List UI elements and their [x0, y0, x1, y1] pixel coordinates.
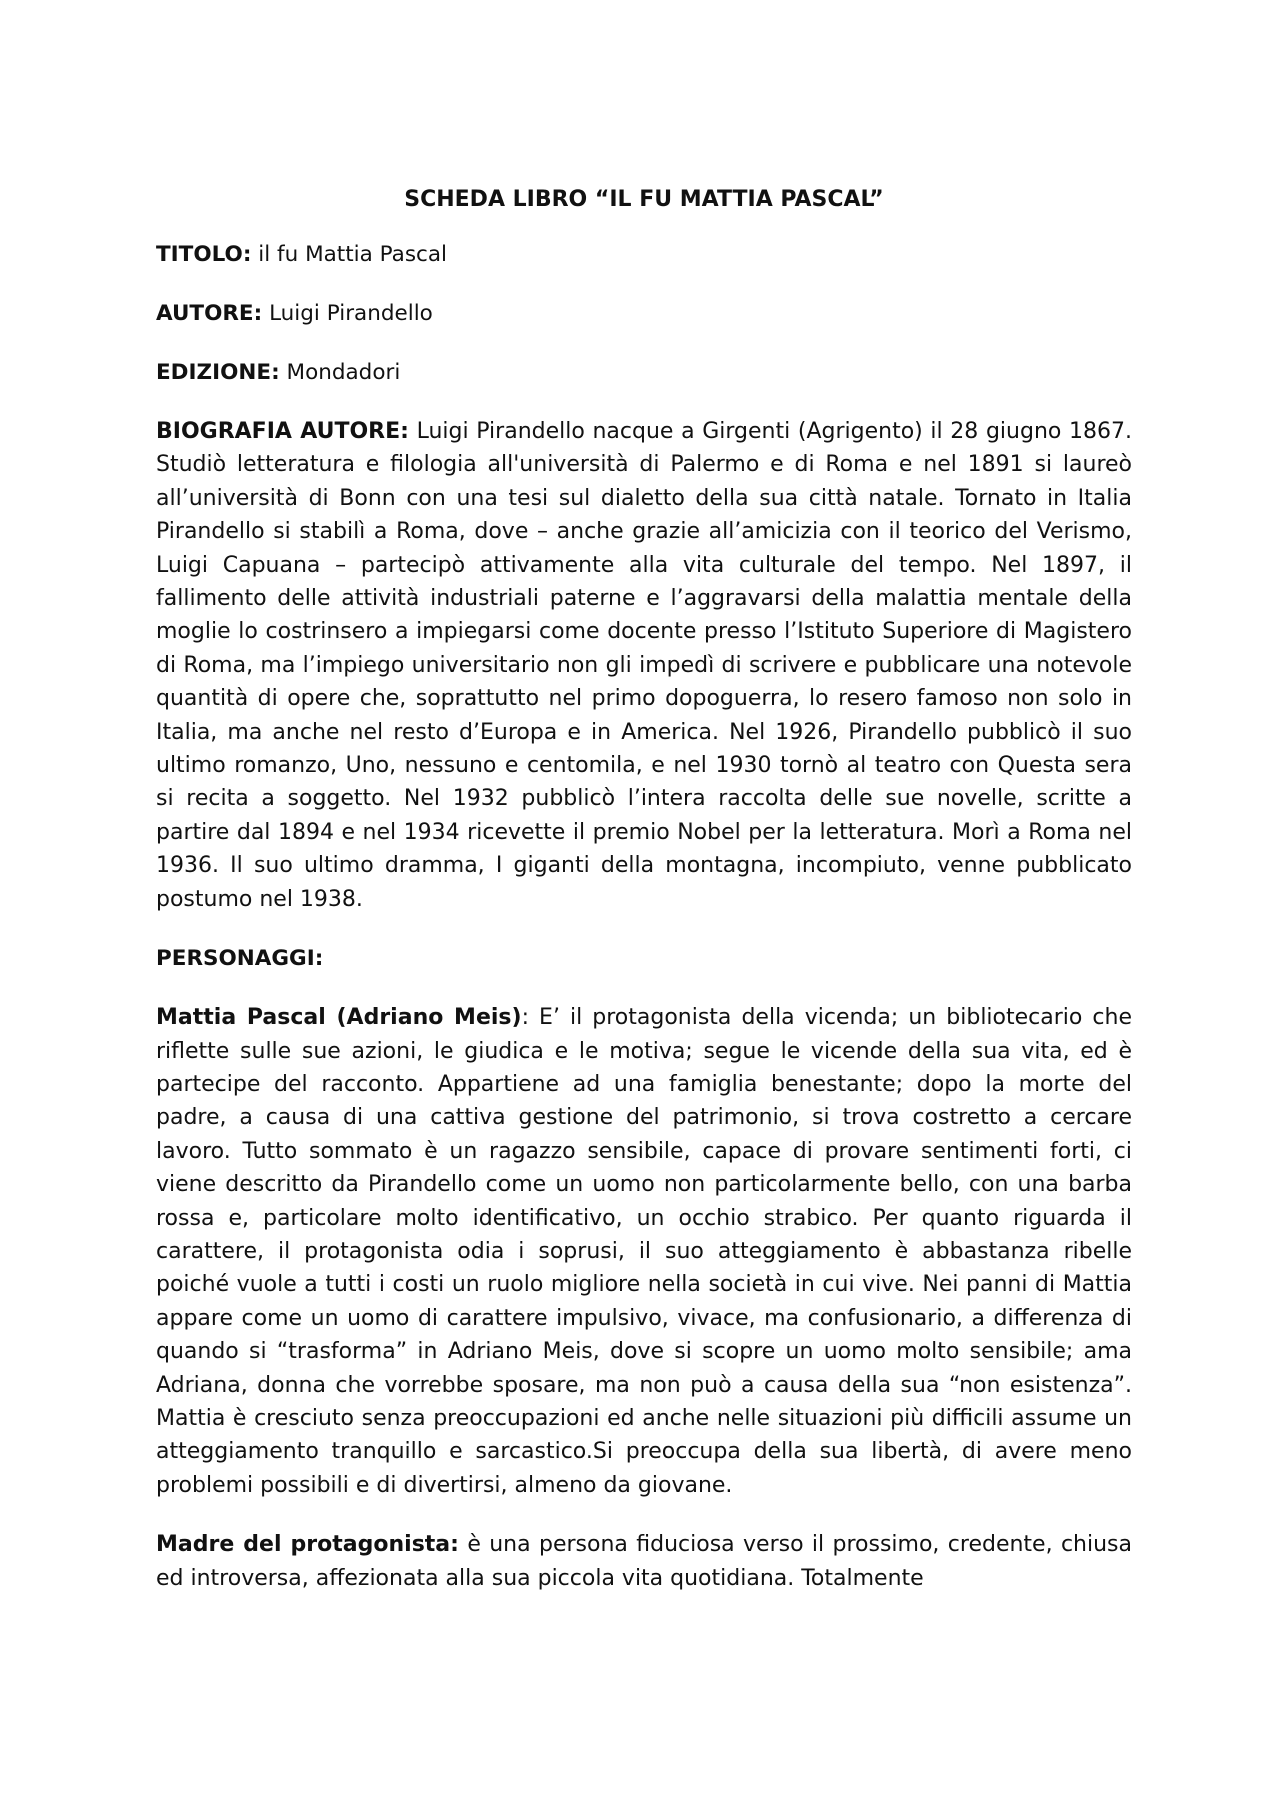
biography-paragraph	[156, 415, 1132, 916]
character-description: è una persona fiduciosa verso il prossimo, credente, chiusa ed introversa, affezionata alla sua piccola vita quotidiana. Totalmente	[156, 1532, 1132, 1591]
biography-text: Luigi Pirandello nacque a Girgenti (Agrigento) il 28 giugno 1867. Studiò letteratura e filologia all'università di Palermo e di Roma e nel 1891 si laureò all’università di Bonn con una tesi sul dialetto della sua città natale. Tornato in Italia Pirandello si stabilì a Roma, dove – anche grazie all’amicizia con il teorico del Verismo, Luigi Capuana – partecipò attivamente alla vita culturale del tempo. Nel 1897, il fallimento delle attività industriali paterne e l’aggravarsi della malattia mentale della moglie lo costrinsero a impiegarsi come docente presso l’Istituto Superiore di Magistero di Roma, ma l’impiego universitario non gli impedì di scrivere e pubblicare una notevole quantità di opere che, soprattutto nel primo dopoguerra, lo resero famoso non solo in Italia, ma anche nel resto d’Europa e in America. Nel 1926, Pirandello pubblicò il suo ultimo romanzo, Uno, nessuno e centomila, e nel 1930 tornò al teatro con Questa sera si recita a soggetto. Nel 1932 pubblicò l’intera raccolta delle sue novelle, scritte a partire dal 1894 e nel 1934 ricevette il premio Nobel per la letteratura. Morì a Roma nel 1936. Il suo ultimo dramma, I giganti della montagna, incompiuto, venne pubblicato postumo nel 1938.	[156, 419, 1132, 912]
field-edition	[156, 356, 1132, 389]
character-paragraph-mattia	[156, 1001, 1132, 1502]
field-title-value: il fu Mattia Pascal	[258, 242, 447, 267]
field-title	[156, 238, 1132, 271]
field-edition-label: EDIZIONE:	[156, 360, 280, 385]
document-page	[156, 180, 1132, 1621]
field-author-label: AUTORE:	[156, 301, 263, 326]
character-description: E’ il protagonista della vicenda; un bibliotecario che riflette sulle sue azioni, le giudica e le motiva; segue le vicende della sua vita, ed è partecipe del racconto. Appartiene ad una famiglia benestante; dopo la morte del padre, a causa di una cattiva gestione del patrimonio, si trova costretto a cercare lavoro. Tutto sommato è un ragazzo sensibile, capace di provare sentimenti forti, ci viene descritto da Pirandello come un uomo non particolarmente bello, con una barba rossa e, particolare molto identificativo, un occhio strabico. Per quanto riguarda il carattere, il protagonista odia i soprusi, il suo atteggiamento è abbastanza ribelle poiché vuole a tutti i costi un ruolo migliore nella società in cui vive. Nei panni di Mattia appare come un uomo di carattere impulsivo, vivace, ma confusionario, a differenza di quando si “trasforma” in Adriano Meis, dove si scopre un uomo molto sensibile; ama Adriana, donna che vorrebbe sposare, ma non può a causa della sua “non esistenza”. Mattia è cresciuto senza preoccupazioni ed anche nelle situazioni più difficili assume un atteggiamento tranquillo e sarcastico.Si preoccupa della sua libertà, di avere meno problemi possibili e di divertirsi, almeno da giovane.	[156, 1005, 1132, 1498]
field-author-value: Luigi Pirandello	[269, 301, 433, 326]
character-name: Madre del protagonista:	[156, 1532, 459, 1558]
biography-label: BIOGRAFIA AUTORE:	[156, 419, 409, 444]
character-separator: :	[521, 1005, 529, 1031]
field-edition-value: Mondadori	[286, 360, 401, 385]
field-title-label: TITOLO:	[156, 242, 252, 267]
characters-heading: PERSONAGGI:	[156, 946, 324, 972]
character-name: Mattia Pascal (Adriano Meis)	[156, 1005, 522, 1031]
character-paragraph-mother	[156, 1528, 1132, 1595]
document-title: SCHEDA LIBRO “IL FU MATTIA PASCAL”	[404, 187, 884, 212]
field-author	[156, 297, 1132, 330]
